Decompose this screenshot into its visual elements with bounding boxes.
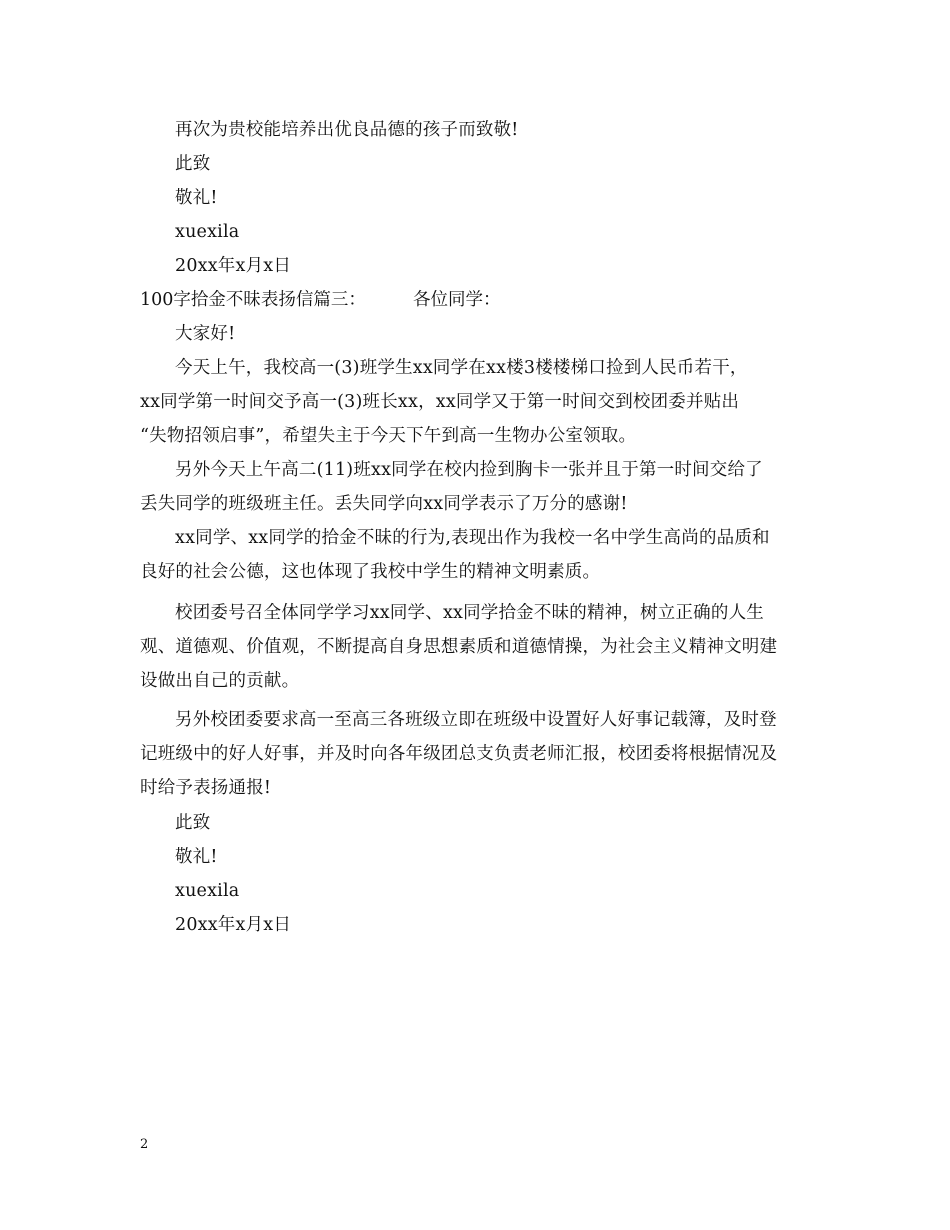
para1-line3: “失物招领启事”，希望失主于今天下午到高一生物办公室领取。 xyxy=(140,426,637,446)
closing2-date: 20xx年x月x日 xyxy=(175,915,292,935)
para4-line3: 设做出自己的贡献。 xyxy=(140,671,300,691)
closing-signature: xuexila xyxy=(175,222,240,242)
section-heading-salutation: 各位同学： xyxy=(413,290,501,310)
closing-jingli: 敬礼! xyxy=(175,188,218,208)
closing-date: 20xx年x月x日 xyxy=(175,256,292,276)
closing-tribute-line: 再次为贵校能培养出优良品德的孩子而致敬! xyxy=(175,120,519,140)
greeting: 大家好! xyxy=(175,324,236,344)
para3-line2: 良好的社会公德，这也体现了我校中学生的精神文明素质。 xyxy=(140,562,601,582)
page-number: 2 xyxy=(140,1137,149,1152)
closing2-signature: xuexila xyxy=(175,881,240,901)
para2-line1: 另外今天上午高二(11)班xx同学在校内捡到胸卡一张并且于第一时间交给了 xyxy=(175,460,763,480)
closing2-jingli: 敬礼! xyxy=(175,847,218,867)
para4-line1: 校团委号召全体同学学习xx同学、xx同学拾金不昧的精神，树立正确的人生 xyxy=(175,603,764,623)
para5-line3: 时给予表扬通报! xyxy=(140,778,272,798)
para2-line2: 丢失同学的班级班主任。丢失同学向xx同学表示了万分的感谢! xyxy=(140,494,628,514)
closing2-cizhi: 此致 xyxy=(175,813,211,833)
para1-line2: xx同学第一时间交予高一(3)班长xx，xx同学又于第一时间交到校团委并贴出 xyxy=(140,392,740,412)
para5-line2: 记班级中的好人好事，并及时向各年级团总支负责老师汇报，校团委将根据情况及 xyxy=(140,744,778,764)
closing-cizhi: 此致 xyxy=(175,154,211,174)
para4-line2: 观、道德观、价值观，不断提高自身思想素质和道德情操，为社会主义精神文明建 xyxy=(140,637,778,657)
section-heading-title: 100字拾金不昧表扬信篇三： xyxy=(140,290,366,310)
para1-line1: 今天上午，我校高一(3)班学生xx同学在xx楼3楼楼梯口捡到人民币若干， xyxy=(175,358,748,378)
para5-line1: 另外校团委要求高一至高三各班级立即在班级中设置好人好事记载簿，及时登 xyxy=(175,710,777,730)
para3-line1: xx同学、xx同学的拾金不昧的行为,表现出作为我校一名中学生高尚的品质和 xyxy=(175,528,770,548)
